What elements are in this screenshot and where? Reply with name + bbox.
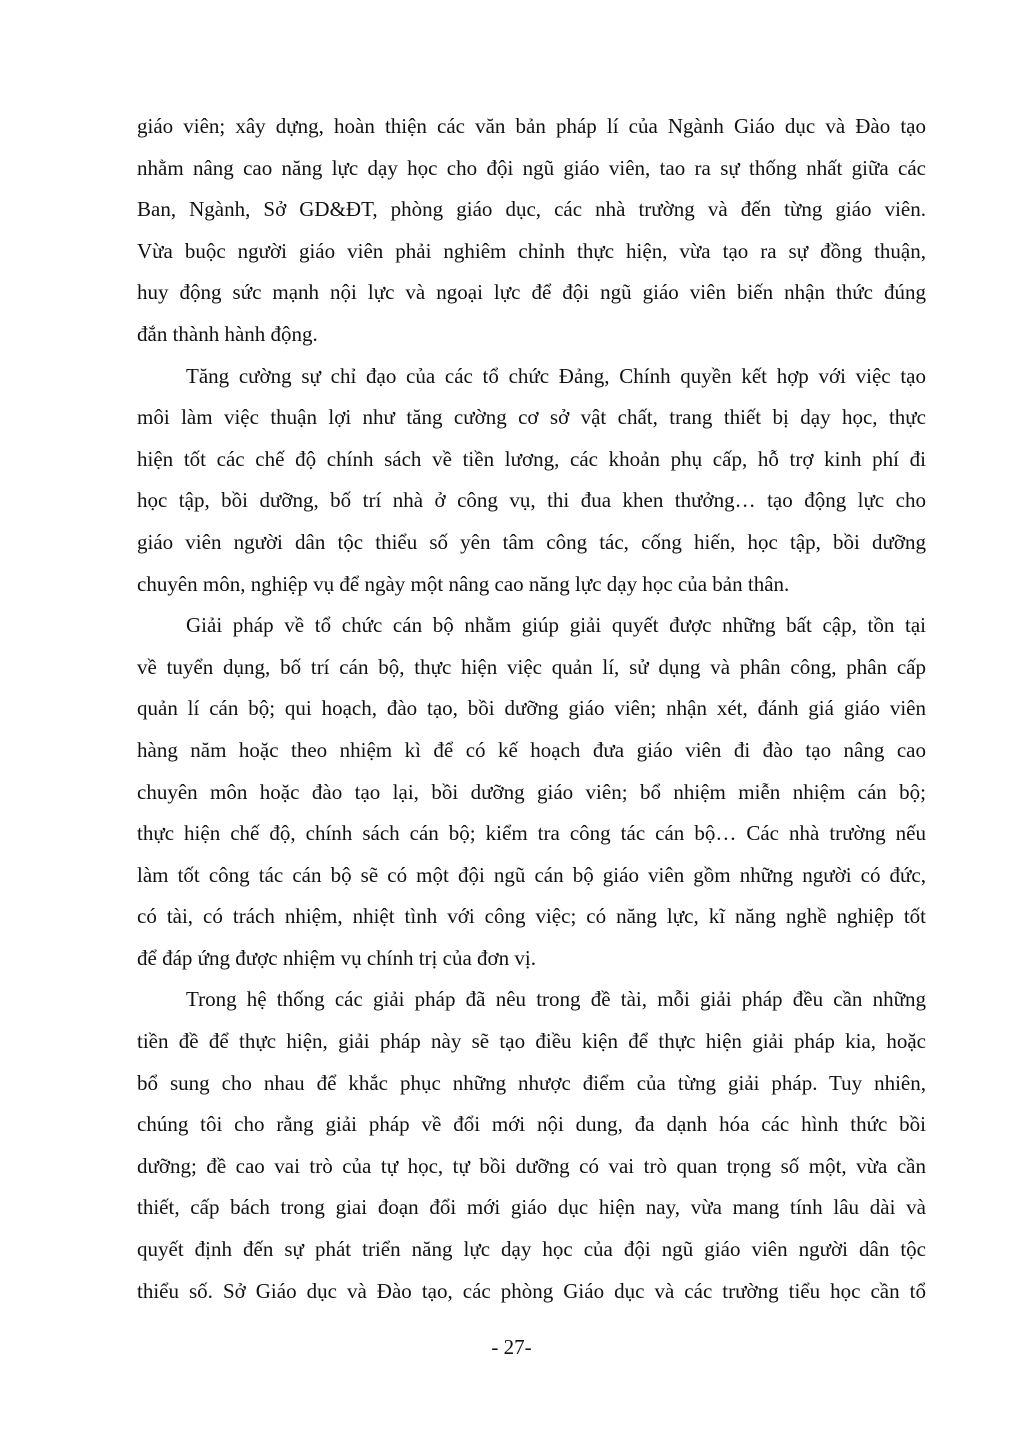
text-line: chuyên môn, nghiệp vụ để ngày một nâng cao năng lực dạy học của bản thân. — [137, 571, 790, 596]
text-line: nhằm nâng cao năng lực dạy học cho đội ngũ giáo viên, tao ra sự thống nhất giữa các — [137, 155, 926, 180]
text-line: môi làm việc thuận lợi như tăng cường cơ sở vật chất, trang thiết bị dạy học, thực — [137, 405, 926, 430]
text-line: huy động sức mạnh nội lực và ngoại lực để đội ngũ giáo viên biến nhận thức đúng — [137, 280, 926, 305]
text-line: thiểu số. Sở Giáo dục và Đào tạo, các phòng Giáo dục và các trường tiểu học cần tổ — [137, 1278, 926, 1303]
text-line: chuyên môn hoặc đào tạo lại, bồi dưỡng giáo viên; bổ nhiệm miễn nhiệm cán bộ; — [137, 779, 926, 804]
text-line: đắn thành hành động. — [137, 321, 318, 346]
page-number: - 27- — [491, 1335, 532, 1359]
text-line: chúng tôi cho rằng giải pháp về đổi mới nội dung, đa dạnh hóa các hình thức bồi — [137, 1112, 926, 1137]
body-text — [137, 106, 926, 1312]
text-line: Trong hệ thống các giải pháp đã nêu trong đề tài, mỗi giải pháp đều cần những — [186, 987, 926, 1012]
text-line: tiền đề để thực hiện, giải pháp này sẽ tạo điều kiện để thực hiện giải pháp kia, hoặc — [137, 1029, 926, 1054]
text-line: dưỡng; đề cao vai trò của tự học, tự bồi dưỡng có vai trò quan trọng số một, vừa cần — [137, 1153, 926, 1178]
text-line: Ban, Ngành, Sở GD&ĐT, phòng giáo dục, các nhà trường và đến từng giáo viên. — [137, 197, 926, 222]
text-line: Vừa buộc người giáo viên phải nghiêm chỉnh thực hiện, vừa tạo ra sự đồng thuận, — [137, 238, 926, 263]
text-line: thực hiện chế độ, chính sách cán bộ; kiểm tra công tác cán bộ… Các nhà trường nếu — [137, 821, 926, 846]
text-line: thiết, cấp bách trong giai đoạn đổi mới giáo dục hiện nay, vừa mang tính lâu dài và — [137, 1195, 926, 1220]
text-line: Tăng cường sự chỉ đạo của các tổ chức Đảng, Chính quyền kết hợp với việc tạo — [186, 363, 926, 388]
text-line: Giải pháp về tổ chức cán bộ nhằm giúp giải quyết được những bất cập, tồn tại — [186, 613, 926, 638]
text-line: giáo viên; xây dựng, hoàn thiện các văn bản pháp lí của Ngành Giáo dục và Đào tạo — [137, 114, 926, 138]
text-line: hàng năm hoặc theo nhiệm kì để có kế hoạch đưa giáo viên đi đào tạo nâng cao — [137, 737, 926, 762]
text-line: để đáp ứng được nhiệm vụ chính trị của đơn vị. — [137, 945, 536, 970]
text-line: về tuyển dụng, bố trí cán bộ, thực hiện việc quản lí, sử dụng và phân công, phân cấp — [137, 654, 926, 679]
text-line: học tập, bồi dưỡng, bố trí nhà ở công vụ, thi đua khen thưởng… tạo động lực cho — [137, 488, 926, 513]
text-line: bổ sung cho nhau để khắc phục những nhược điểm của từng giải pháp. Tuy nhiên, — [137, 1070, 926, 1095]
text-line: có tài, có trách nhiệm, nhiệt tình với công việc; có năng lực, kĩ năng nghề nghiệp tốt — [137, 904, 926, 929]
text-line: quyết định đến sự phát triển năng lực dạy học của đội ngũ giáo viên người dân tộc — [137, 1237, 926, 1262]
text-line: giáo viên người dân tộc thiểu số yên tâm công tác, cống hiến, học tập, bồi dưỡng — [137, 529, 926, 554]
text-line: làm tốt công tác cán bộ sẽ có một đội ngũ cán bộ giáo viên gồm những người có đức, — [137, 862, 926, 887]
text-line: hiện tốt các chế độ chính sách về tiền lương, các khoản phụ cấp, hỗ trợ kinh phí đi — [137, 446, 926, 471]
text-line: quản lí cán bộ; qui hoạch, đào tạo, bồi dưỡng giáo viên; nhận xét, đánh giá giáo viên — [137, 696, 926, 721]
